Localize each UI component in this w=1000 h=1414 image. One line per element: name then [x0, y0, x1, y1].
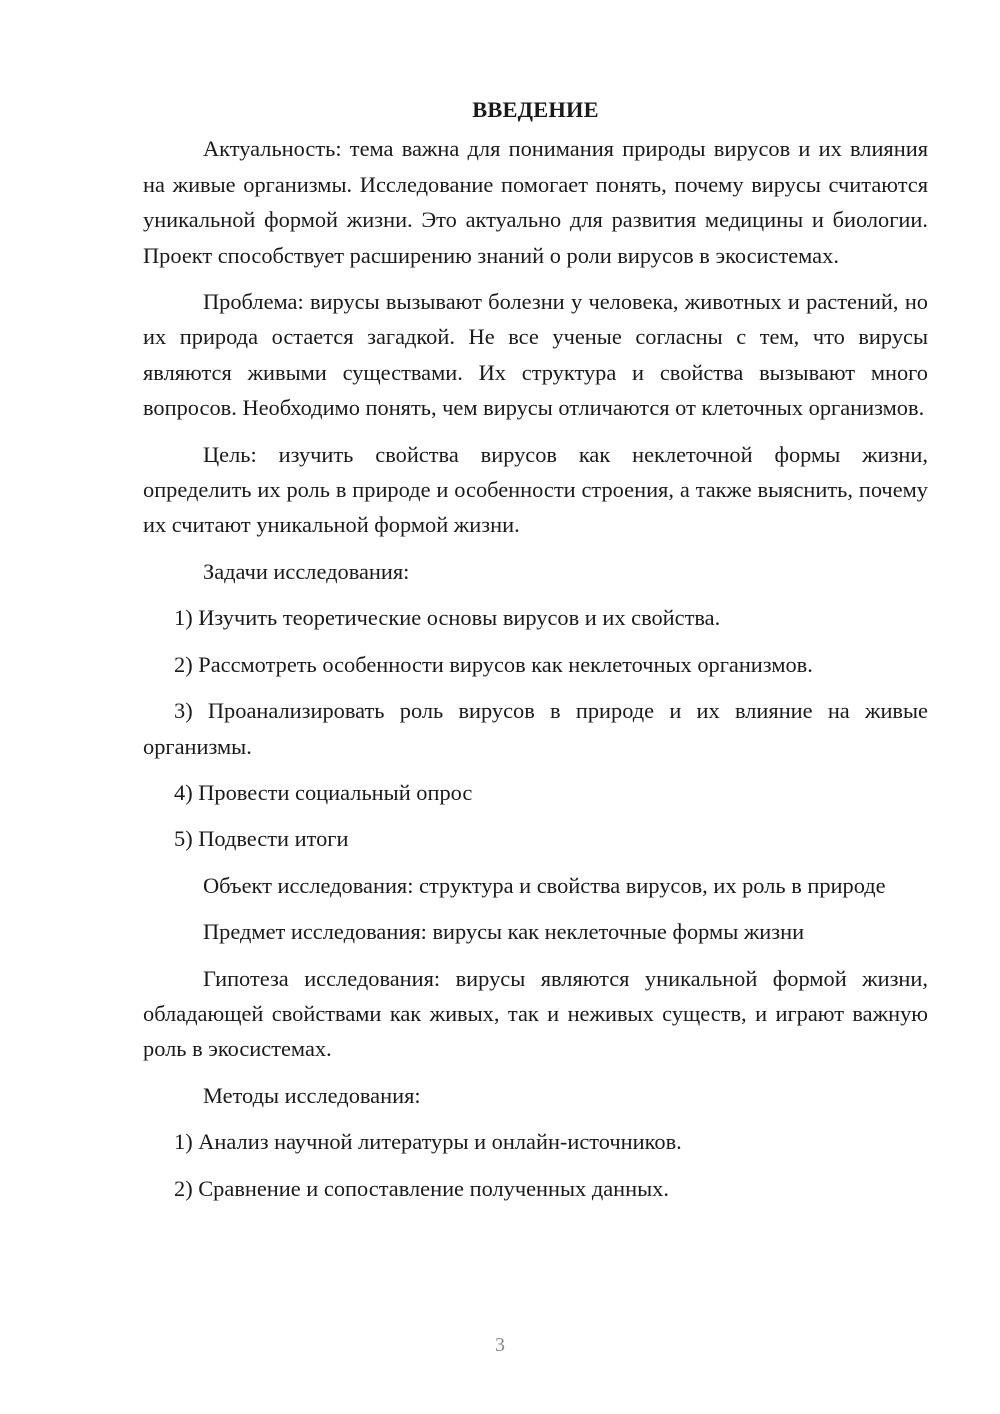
goal-paragraph: Цель: изучить свойства вирусов как неклеточной формы жизни, определить их роль в природе и особенности строения, а также выяснить, почему их считают уникальной формой жизни.	[143, 441, 928, 538]
relevance-paragraph: Актуальность: тема важна для понимания природы вирусов и их влияния на живые организмы. Исследование помогает понять, почему вирусы считаются уникальной формой жизни. Это актуально для развития медицины и биологии. Проект способствует расширению знаний о роли вирусов в экосистемах.	[143, 136, 928, 268]
section-title: ВВЕДЕНИЕ	[472, 97, 599, 122]
task-item-1: 1) Изучить теоретические основы вирусов и их свойства.	[174, 605, 721, 631]
tasks-heading: Задачи исследования:	[203, 558, 410, 584]
task-item-2: 2) Рассмотреть особенности вирусов как неклеточных организмов.	[174, 651, 813, 677]
method-item-2: 2) Сравнение и сопоставление полученных данных.	[174, 1175, 669, 1201]
methods-heading: Методы исследования:	[203, 1082, 421, 1108]
hypothesis-paragraph: Гипотеза исследования: вирусы являются уникальной формой жизни, обладающей свойствами как живых, так и неживых существ, и играют важную роль в экосистемах.	[143, 965, 928, 1062]
method-item-1: 1) Анализ научной литературы и онлайн-источников.	[174, 1129, 682, 1155]
document-page	[143, 92, 928, 1217]
task-item-3: 3) Проанализировать роль вирусов в природе и их влияние на живые организмы.	[143, 698, 928, 759]
subject-paragraph: Предмет исследования: вирусы как неклеточные формы жизни	[203, 919, 805, 945]
object-paragraph: Объект исследования: структура и свойства вирусов, их роль в природе	[203, 872, 886, 898]
task-item-5: 5) Подвести итоги	[174, 826, 349, 852]
problem-paragraph: Проблема: вирусы вызывают болезни у человека, животных и растений, но их природа остается загадкой. Не все ученые согласны с тем, что вирусы являются живыми существами. Их структура и свойства вызывают много вопросов. Необходимо понять, чем вирусы отличаются от клеточных организмов.	[143, 289, 928, 421]
task-item-4: 4) Провести социальный опрос	[174, 779, 473, 805]
page-number: 3	[495, 1334, 505, 1356]
